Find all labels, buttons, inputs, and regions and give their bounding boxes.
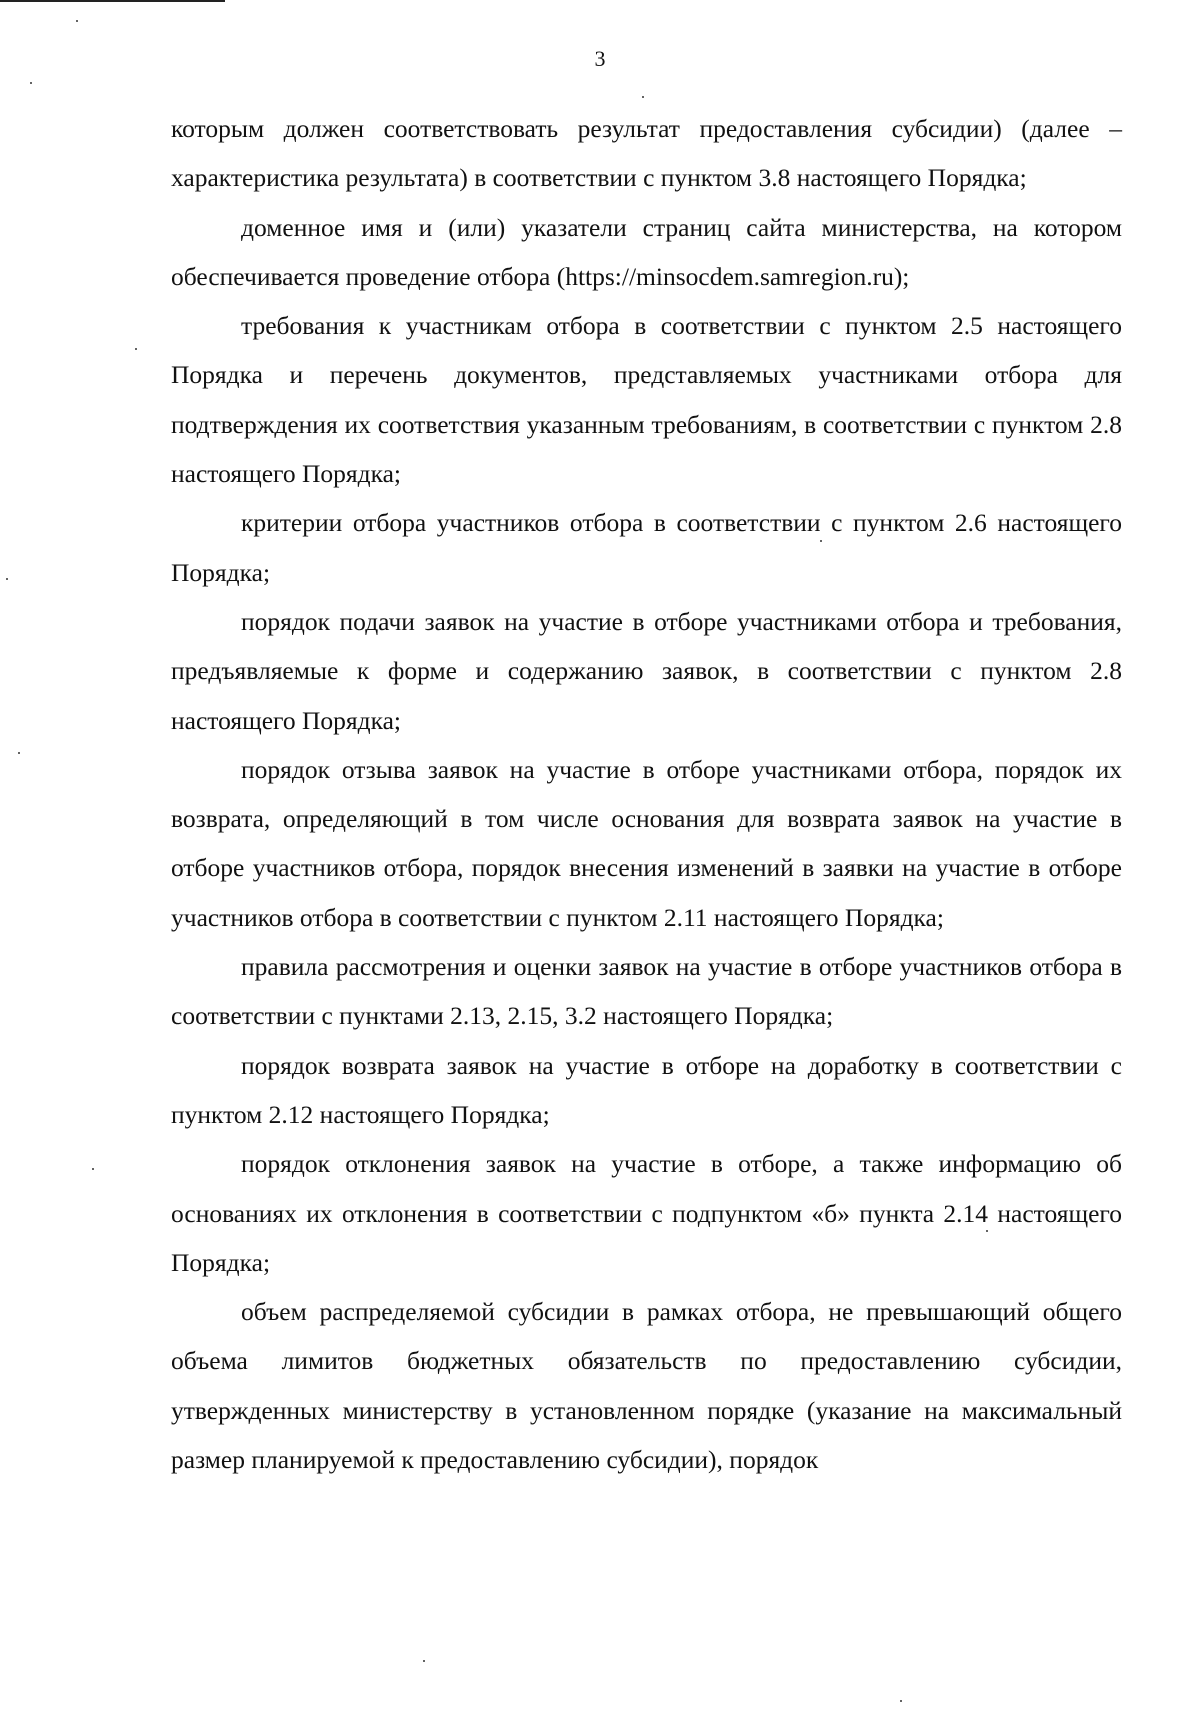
scan-speck	[900, 1700, 902, 1702]
scan-edge-line	[0, 0, 225, 2]
scan-speck	[76, 20, 78, 22]
scan-speck	[423, 1660, 425, 1662]
scan-speck	[30, 82, 32, 84]
document-body	[171, 104, 1122, 1484]
paragraph: доменное имя и (или) указатели страниц сайта министерства, на котором обеспечивается проведение отбора (https://minsocdem.samregion.ru);	[171, 212, 1122, 291]
scan-speck	[642, 96, 644, 98]
paragraph: правила рассмотрения и оценки заявок на участие в отборе участников отбора в соответствии с пунктами 2.13, 2.15, 3.2 настоящего Порядка;	[171, 952, 1122, 1031]
paragraph: объем распределяемой субсидии в рамках отбора, не превышающий общего объема лимитов бюджетных обязательств по предоставлению субсидии, утвержденных министерству в установленном порядке (указание на максимальный размер планируемой к предоставлению субсидии), порядок	[171, 1297, 1122, 1475]
scan-speck	[18, 752, 20, 754]
scan-speck	[135, 348, 137, 350]
scan-speck	[6, 578, 8, 580]
paragraph: порядок возврата заявок на участие в отборе на доработку в соответствии с пунктом 2.12 настоящего Порядка;	[171, 1050, 1122, 1129]
page-number: 3	[594, 46, 606, 71]
paragraph: которым должен соответствовать результат предоставления субсидии) (далее – характеристика результата) в соответствии с пунктом 3.8 настоящего Порядка;	[171, 114, 1122, 193]
paragraph: критерии отбора участников отбора в соответствии с пунктом 2.6 настоящего Порядка;	[171, 508, 1122, 587]
paragraph: порядок отклонения заявок на участие в отборе, а также информацию об основаниях их отклонения в соответствии с подпунктом «б» пункта 2.14 настоящего Порядка;	[171, 1149, 1122, 1277]
scan-speck	[92, 1168, 94, 1170]
paragraph: требования к участникам отбора в соответствии с пунктом 2.5 настоящего Порядка и перечень документов, представляемых участниками отбора для подтверждения их соответствия указанным требованиям, в соответствии с пунктом 2.8 настоящего Порядка;	[171, 311, 1122, 489]
paragraph: порядок отзыва заявок на участие в отборе участниками отбора, порядок их возврата, определяющий в том числе основания для возврата заявок на участие в отборе участников отбора, порядок внесения изменений в заявки на участие в отборе участников отбора в соответствии с пунктом 2.11 настоящего Порядка;	[171, 754, 1122, 932]
paragraph: порядок подачи заявок на участие в отборе участниками отбора и требования, предъявляемые к форме и содержанию заявок, в соответствии с пунктом 2.8 настоящего Порядка;	[171, 606, 1122, 735]
